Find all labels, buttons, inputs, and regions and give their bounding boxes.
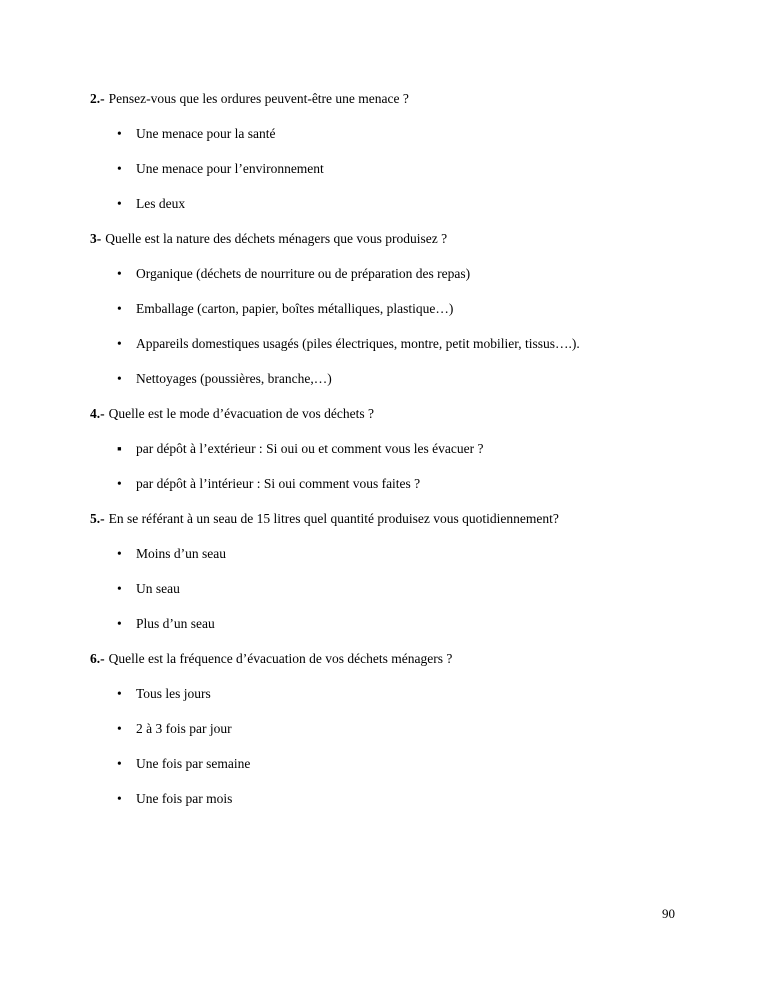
list-item bbox=[90, 475, 690, 492]
bullet-text: Les deux bbox=[136, 196, 186, 211]
list-item bbox=[90, 755, 690, 772]
question-number: 2.- bbox=[90, 91, 105, 106]
bullet-icon: • bbox=[117, 266, 122, 281]
list-item bbox=[90, 160, 690, 177]
bullet-icon: • bbox=[117, 476, 122, 491]
bullet-text: Une menace pour la santé bbox=[136, 126, 276, 141]
bullet-icon: • bbox=[117, 196, 122, 211]
bullet-text: Emballage (carton, papier, boîtes métalliques, plastique…) bbox=[136, 301, 454, 316]
bullet-icon: • bbox=[117, 336, 122, 351]
bullet-icon: • bbox=[117, 371, 122, 386]
question-number: 5.- bbox=[90, 511, 105, 526]
bullet-icon: • bbox=[117, 301, 122, 316]
bullet-text: Tous les jours bbox=[136, 686, 211, 701]
list-item bbox=[90, 440, 690, 457]
bullet-icon: • bbox=[117, 756, 122, 771]
bullet-text: par dépôt à l’extérieur : Si oui ou et comment vous les évacuer ? bbox=[136, 441, 484, 456]
question-number: 3- bbox=[90, 231, 102, 246]
bullet-text: Appareils domestiques usagés (piles électriques, montre, petit mobilier, tissus….). bbox=[136, 336, 580, 351]
question-text: Quelle est la fréquence d’évacuation de vos déchets ménagers ? bbox=[108, 651, 453, 666]
list-item bbox=[90, 685, 690, 702]
list-item bbox=[90, 125, 690, 142]
bullet-text: Plus d’un seau bbox=[136, 616, 215, 631]
question-text: Pensez-vous que les ordures peuvent-être une menace ? bbox=[108, 91, 409, 106]
bullet-icon: • bbox=[117, 791, 122, 806]
bullet-icon: • bbox=[117, 616, 122, 631]
bullet-text: Nettoyages (poussières, branche,…) bbox=[136, 371, 332, 386]
document-content bbox=[90, 90, 690, 825]
page-number: 90 bbox=[662, 906, 675, 921]
bullet-icon: • bbox=[117, 126, 122, 141]
list-item bbox=[90, 545, 690, 562]
question-heading bbox=[90, 405, 690, 422]
bullet-icon: • bbox=[117, 581, 122, 596]
list-item bbox=[90, 370, 690, 387]
list-item bbox=[90, 195, 690, 212]
bullet-text: Moins d’un seau bbox=[136, 546, 226, 561]
bullet-icon: • bbox=[117, 546, 122, 561]
bullet-icon: • bbox=[117, 686, 122, 701]
list-item bbox=[90, 720, 690, 737]
list-item bbox=[90, 335, 690, 352]
bullet-icon: • bbox=[117, 161, 122, 176]
bullet-text: par dépôt à l’intérieur : Si oui comment vous faites ? bbox=[136, 476, 421, 491]
list-item bbox=[90, 300, 690, 317]
bullet-text: Une fois par mois bbox=[136, 791, 233, 806]
question-heading bbox=[90, 230, 690, 247]
bullet-text: Une fois par semaine bbox=[136, 756, 251, 771]
bullet-icon: • bbox=[117, 721, 122, 736]
question-heading bbox=[90, 650, 690, 667]
bullet-icon: ▪ bbox=[117, 441, 122, 456]
question-heading bbox=[90, 90, 690, 107]
bullet-text: 2 à 3 fois par jour bbox=[136, 721, 232, 736]
question-number: 4.- bbox=[90, 406, 105, 421]
bullet-text: Un seau bbox=[136, 581, 180, 596]
bullet-text: Organique (déchets de nourriture ou de préparation des repas) bbox=[136, 266, 471, 281]
list-item bbox=[90, 615, 690, 632]
question-text: Quelle est le mode d’évacuation de vos déchets ? bbox=[108, 406, 375, 421]
list-item bbox=[90, 790, 690, 807]
question-text: Quelle est la nature des déchets ménagers que vous produisez ? bbox=[105, 231, 448, 246]
list-item bbox=[90, 580, 690, 597]
list-item bbox=[90, 265, 690, 282]
bullet-text: Une menace pour l’environnement bbox=[136, 161, 324, 176]
question-text: En se référant à un seau de 15 litres quel quantité produisez vous quotidiennement? bbox=[108, 511, 559, 526]
question-number: 6.- bbox=[90, 651, 105, 666]
question-heading bbox=[90, 510, 690, 527]
